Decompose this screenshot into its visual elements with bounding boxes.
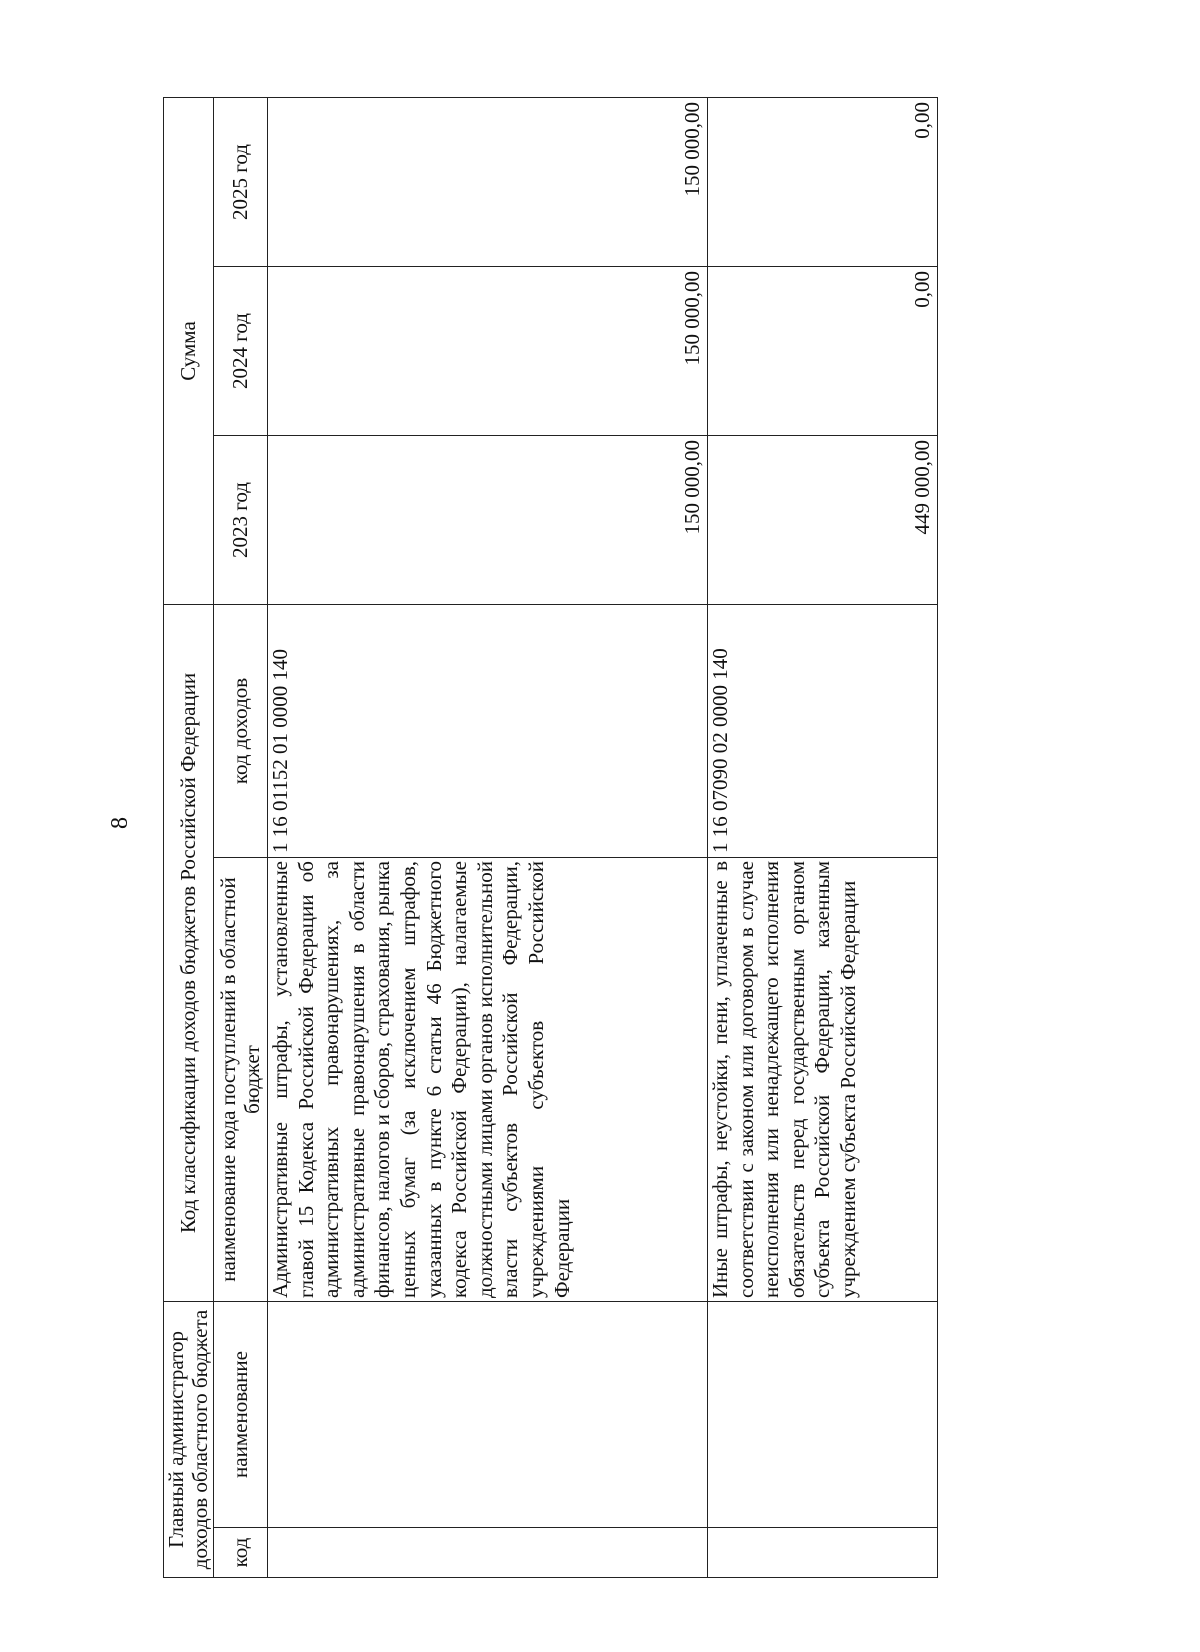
admin-code-cell	[708, 1528, 938, 1578]
sum-2025-cell: 150 000,00	[268, 97, 708, 266]
income-name-cell: Административные штрафы, установленные главой 15 Кодекса Российской Федерации об административных правонарушениях, за административные правонарушения в области финансов, налогов и сборов, страхования, рынка ценных бумаг (за исключением штрафов, указанных в пункте 6 статьи 46 Бюджетного кодекса Российской Федерации), налагаемые должностными лицами органов исполнительной власти субъектов Российской Федерации, учреждениями субъектов Российской Федерации	[268, 858, 708, 1302]
admin-code-cell	[268, 1528, 708, 1578]
header-year-2025: 2025 год	[214, 97, 268, 266]
header-admin-name: наименование	[214, 1302, 268, 1528]
income-name-cell: Иные штрафы, неустойки, пени, уплаченные в соответствии с законом или договором в случае неисполнения или ненадлежащего исполнения обязательств перед государственным органом субъекта Российской Федерации, казенным учреждением субъекта Российской Федерации	[708, 858, 938, 1302]
header-income-name: наименование кода поступлений в областной бюджет	[214, 858, 268, 1302]
sum-2023-cell: 150 000,00	[268, 435, 708, 604]
header-admin-code: код	[214, 1528, 268, 1578]
header-year-2023: 2023 год	[214, 435, 268, 604]
admin-name-cell	[708, 1302, 938, 1528]
table-row	[708, 97, 938, 1577]
header-income-code: код доходов	[214, 604, 268, 857]
sum-2023-cell: 449 000,00	[708, 435, 938, 604]
sum-2024-cell: 0,00	[708, 266, 938, 435]
page-number: 8	[107, 817, 133, 829]
header-sum: Сумма	[164, 97, 214, 604]
header-year-2024: 2024 год	[214, 266, 268, 435]
sum-2024-cell: 150 000,00	[268, 266, 708, 435]
income-code-cell: 1 16 01152 01 0000 140	[268, 604, 708, 857]
header-classification-code: Код классификации доходов бюджетов Российской Федерации	[164, 604, 214, 1301]
rotated-page-content	[163, 98, 963, 1578]
income-code-cell: 1 16 07090 02 0000 140	[708, 604, 938, 857]
header-chief-administrator: Главный администратор доходов областного бюджета	[164, 1302, 214, 1578]
admin-name-cell	[268, 1302, 708, 1528]
sum-2025-cell: 0,00	[708, 97, 938, 266]
income-classification-table	[163, 97, 938, 1578]
table-row	[268, 97, 708, 1577]
